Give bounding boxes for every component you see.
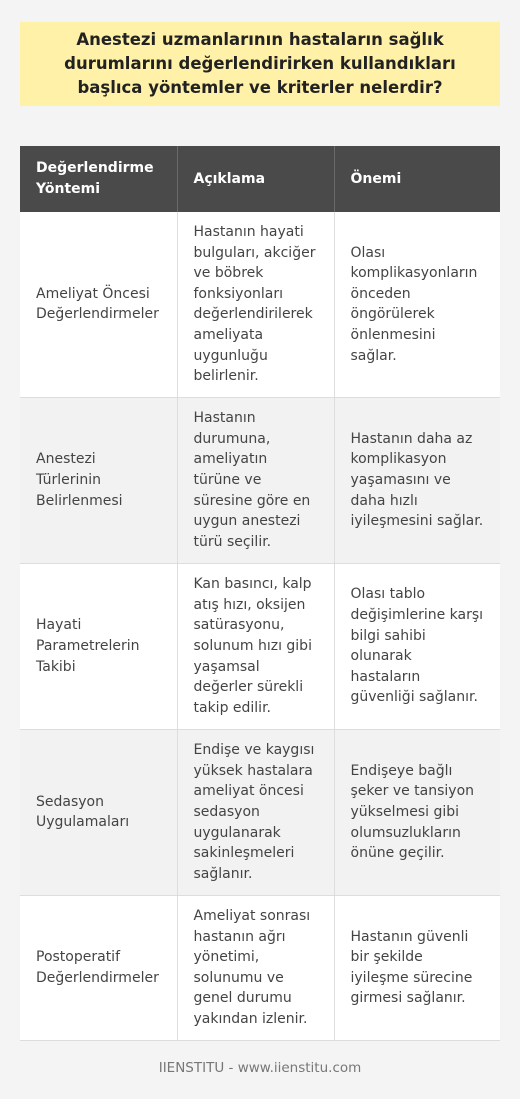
cell-method: Hayati Parametrelerin Takibi [20,563,177,729]
header-description: Açıklama [177,146,334,212]
table-header-row [20,146,500,212]
cell-method: Ameliyat Öncesi Değerlendirmeler [20,212,177,397]
cell-importance: Olası komplikasyonların önceden öngörülerek önlenmesini sağlar. [334,212,500,397]
header-importance: Önemi [334,146,500,212]
table-row [20,563,500,729]
cell-description: Kan basıncı, kalp atış hızı, oksijen satürasyonu, solunum hızı gibi yaşamsal değerler sürekli takip edilir. [177,563,334,729]
cell-method: Postoperatif Değerlendirmeler [20,895,177,1040]
table-row [20,729,500,895]
cell-method: Anestezi Türlerinin Belirlenmesi [20,397,177,563]
page-title: Anestezi uzmanlarının hastaların sağlık durumlarını değerlendirirken kullandıkları başlıca yöntemler ve kriterler nelerdir? [64,30,456,97]
table-row [20,212,500,397]
footer-credit: IIENSTITU - www.iienstitu.com [158,1060,362,1076]
cell-importance: Hastanın daha az komplikasyon yaşamasını ve daha hızlı iyileşmesini sağlar. [334,397,500,563]
cell-method: Sedasyon Uygulamaları [20,729,177,895]
cell-importance: Hastanın güvenli bir şekilde iyileşme sürecine girmesi sağlanır. [334,895,500,1040]
table-row [20,895,500,1040]
cell-description: Ameliyat sonrası hastanın ağrı yönetimi, solunumu ve genel durumu yakından izlenir. [177,895,334,1040]
cell-description: Endişe ve kaygısı yüksek hastalara ameliyat öncesi sedasyon uygulanarak sakinleşmeleri sağlanır. [177,729,334,895]
cell-importance: Olası tablo değişimlerine karşı bilgi sahibi olunarak hastaların güvenliği sağlanır. [334,563,500,729]
header-method: Değerlendirme Yöntemi [20,146,177,212]
methods-table [20,146,500,1041]
table-row [20,397,500,563]
cell-description: Hastanın durumuna, ameliyatın türüne ve süresine göre en uygun anestezi türü seçilir. [177,397,334,563]
cell-description: Hastanın hayati bulguları, akciğer ve böbrek fonksiyonları değerlendirilerek ameliyata uygunluğu belirlenir. [177,212,334,397]
title-banner [20,22,500,106]
cell-importance: Endişeye bağlı şeker ve tansiyon yükselmesi gibi olumsuzlukların önüne geçilir. [334,729,500,895]
